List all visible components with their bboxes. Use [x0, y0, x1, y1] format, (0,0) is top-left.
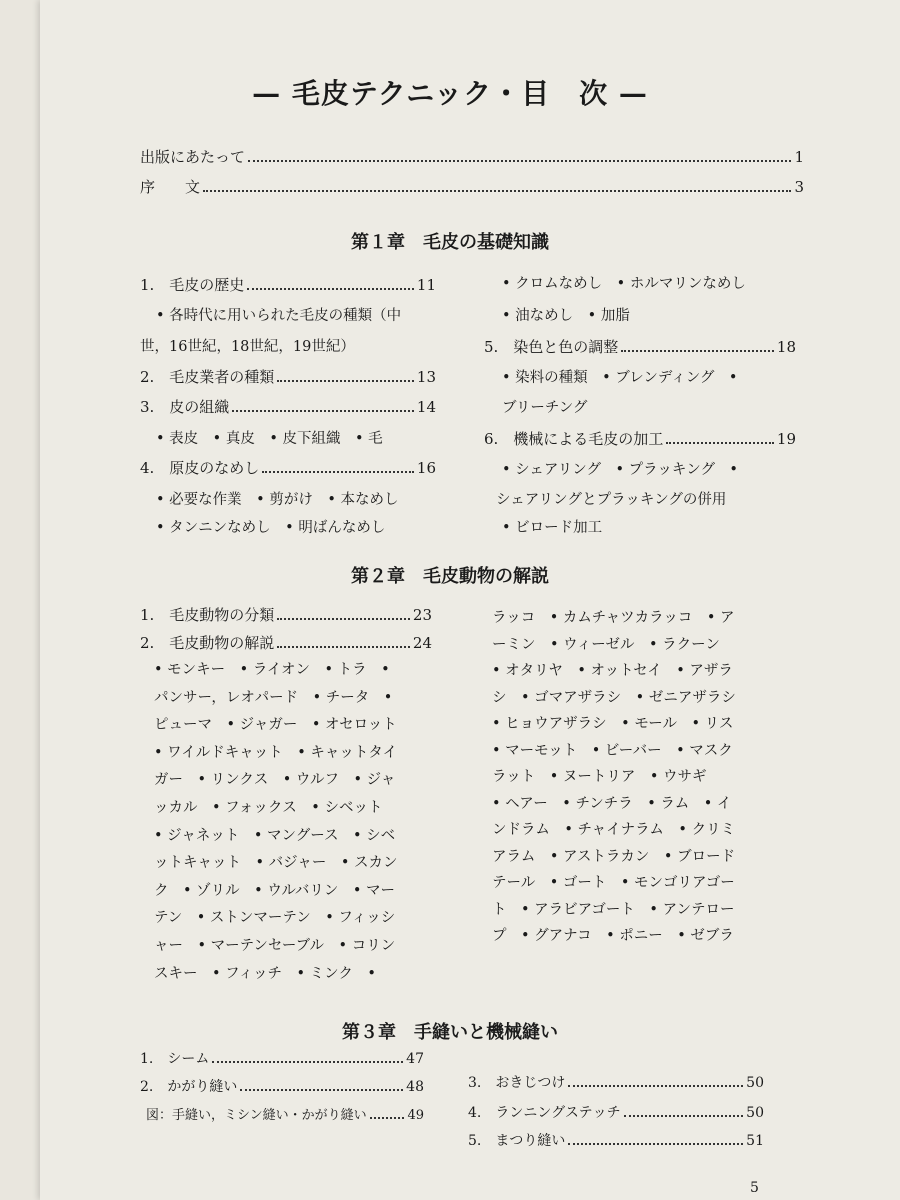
toc-entry: [140, 632, 432, 653]
toc-entry: [140, 274, 436, 295]
toc-entry-label: 1. 毛皮の歴史: [140, 276, 245, 294]
subtopic-line: ク • ゾリル • ウルバリン • マー: [154, 882, 396, 899]
toc-entry-label: 5. 染色と色の調整: [484, 338, 619, 356]
subtopic-line: • 油なめし • 加脂: [502, 308, 630, 324]
subtopic-line: シェアリングとプラッキングの併用: [496, 492, 727, 508]
subtopic-line: ッカル • フォックス • シベット: [154, 799, 383, 816]
subtopic-line: ャー • マーテンセーブル • コリン: [154, 937, 396, 954]
subtopic-line: ブリーチング: [502, 400, 588, 416]
toc-entry-label: 1. 毛皮動物の分類: [140, 606, 275, 624]
subtopic-line: ト • アラビアゴート • アンテロー: [492, 901, 735, 918]
leader-dots: [240, 1088, 403, 1091]
subtopic-line: • 染料の種類 • ブレンディング •: [502, 370, 738, 386]
toc-entry: [468, 1102, 764, 1122]
subtopic-line: ンドラム • チャイナラム • クリミ: [492, 822, 736, 838]
leader-dots: [277, 379, 414, 382]
subtopic-line: • ヒョウアザラシ • モール • リス: [492, 716, 734, 732]
toc-entry-label: 3. 皮の組織: [140, 398, 230, 416]
subtopic-line: • 各時代に用いられた毛皮の種類（中: [156, 308, 402, 324]
subtopic-line: プ • グアナコ • ポニー • ゼブラ: [492, 928, 734, 944]
subtopic-line: ーミン • ウィーゼル • ラクーン: [492, 636, 720, 653]
toc-entry-page: 3: [794, 178, 804, 196]
toc-entry-page: 23: [412, 606, 432, 624]
toc-entry: [140, 396, 436, 417]
toc-entry: [468, 1072, 764, 1092]
toc-entry-label: 2. 毛皮動物の解説: [140, 634, 275, 652]
toc-entry-label: 4. 原皮のなめし: [140, 459, 260, 477]
subtopic-line: • クロムなめし • ホルマリンなめし: [502, 276, 746, 292]
toc-entry-page: 19: [776, 430, 796, 448]
leader-dots: [621, 349, 774, 352]
leader-dots: [624, 1114, 744, 1117]
toc-entry: [140, 1048, 424, 1068]
leader-dots: [232, 409, 414, 412]
subtopic-line: • シェアリング • プラッキング •: [502, 462, 738, 478]
subtopic-line: ピューマ • ジャガー • オセロット: [154, 717, 397, 734]
toc-entry-label: 2. かがり縫い: [140, 1079, 238, 1095]
toc-entry-page: 16: [416, 459, 436, 477]
subtopic-line: スキー • フィッチ • ミンク •: [154, 965, 376, 982]
subtopic-line: • ジャネット • マングース • シベ: [154, 827, 396, 844]
subtopic-line: ットキャット • バジャー • スカン: [154, 855, 398, 872]
toc-entry-page: 48: [406, 1079, 424, 1095]
leader-dots: [248, 159, 791, 162]
toc-entry: [140, 457, 436, 478]
subtopic-line: • ヘアー • チンチラ • ラム • イ: [492, 795, 732, 812]
toc-entry: [484, 336, 796, 357]
toc-entry-page: 47: [406, 1051, 424, 1067]
subtopic-line: ラッコ • カムチャツカラッコ • ア: [492, 610, 735, 626]
toc-entry-label: 図：手縫い，ミシン縫い・かがり縫い: [146, 1108, 367, 1123]
toc-entry-page: 13: [416, 368, 436, 386]
toc-entry-label: 序 文: [140, 178, 201, 196]
toc-entry-label: 3. おきじつけ: [468, 1075, 566, 1091]
toc-entry-foreword: [140, 176, 804, 197]
subtopic-line: • モンキー • ライオン • トラ •: [154, 662, 390, 678]
toc-entry-page: 24: [412, 634, 432, 652]
subtopic-line: テン • ストンマーテン • フィッシ: [154, 910, 396, 927]
toc-entry-page: 50: [746, 1105, 764, 1121]
toc-entry-label: 4. ランニングステッチ: [468, 1105, 621, 1121]
chapter-heading: 第１章 毛皮の基礎知識: [351, 232, 549, 253]
subtopic-line: • 必要な作業 • 剪がけ • 本なめし: [156, 492, 399, 508]
leader-dots: [203, 189, 791, 192]
subtopic-line: • ビロード加工: [502, 520, 603, 536]
subtopic-line: アラム • アストラカン • ブロード: [492, 848, 736, 865]
leader-dots: [568, 1142, 743, 1145]
subtopic-line: • マーモット • ビーバー • マスク: [492, 742, 733, 759]
leader-dots: [277, 645, 410, 648]
toc-entry: [484, 428, 796, 449]
toc-entry: [140, 1076, 424, 1096]
subtopic-line: ラット • ヌートリア • ウサギ: [492, 769, 707, 785]
toc-entry-page: 11: [416, 276, 436, 294]
subtopic-line: テール • ゴート • モンゴリアゴー: [492, 875, 735, 891]
toc-entry-label: 2. 毛皮業者の種類: [140, 368, 275, 386]
toc-entry: [146, 1104, 424, 1123]
subtopic-line: パンサー，レオパード • チータ •: [154, 689, 393, 706]
toc-entry-label: 1. シーム: [140, 1051, 210, 1067]
toc-entry-page: 1: [794, 148, 804, 166]
toc-entry-page: 50: [746, 1075, 764, 1091]
leader-dots: [370, 1116, 405, 1119]
leader-dots: [262, 470, 414, 473]
toc-entry-page: 49: [407, 1108, 424, 1123]
chapter-heading: 第３章 手縫いと機械縫い: [342, 1022, 558, 1043]
toc-entry-label: 6. 機械による毛皮の加工: [484, 430, 664, 448]
leader-dots: [247, 287, 414, 290]
toc-entry: [140, 604, 432, 625]
toc-entry-page: 18: [776, 338, 796, 356]
subtopic-line: ガー • リンクス • ウルフ • ジャ: [154, 772, 396, 789]
leader-dots: [666, 441, 774, 444]
subtopic-line: • オタリヤ • オットセイ • アザラ: [492, 663, 733, 679]
leader-dots: [568, 1084, 743, 1087]
animal-list-right: [492, 606, 736, 951]
toc-entry: [468, 1130, 764, 1150]
animal-list-left: [154, 658, 398, 989]
toc-entry-page: 14: [416, 398, 436, 416]
leader-dots: [212, 1060, 403, 1063]
toc-entry-label: 5. まつり縫い: [468, 1133, 566, 1149]
toc-entry-preface: [140, 146, 804, 167]
chapter-heading: 第２章 毛皮動物の解説: [351, 566, 549, 587]
toc-entry-label: 出版にあたって: [140, 148, 246, 166]
subtopic-line: • 表皮 • 真皮 • 皮下組織 • 毛: [156, 431, 383, 447]
toc-entry-page: 51: [746, 1133, 764, 1149]
subtopic-line: シ • ゴマアザラシ • ゼニアザラシ: [492, 689, 736, 706]
subtopic-line: • ワイルドキャット • キャットタイ: [154, 744, 398, 761]
toc-entry: [140, 366, 436, 387]
subtopic-line: 世，16世紀，18世紀，19世紀）: [140, 339, 355, 355]
subtopic-line: • タンニンなめし • 明ばんなめし: [156, 520, 386, 536]
toc-title: — 毛皮テクニック・目 次 —: [252, 77, 648, 110]
page-number: 5: [750, 1180, 759, 1196]
leader-dots: [277, 617, 410, 620]
